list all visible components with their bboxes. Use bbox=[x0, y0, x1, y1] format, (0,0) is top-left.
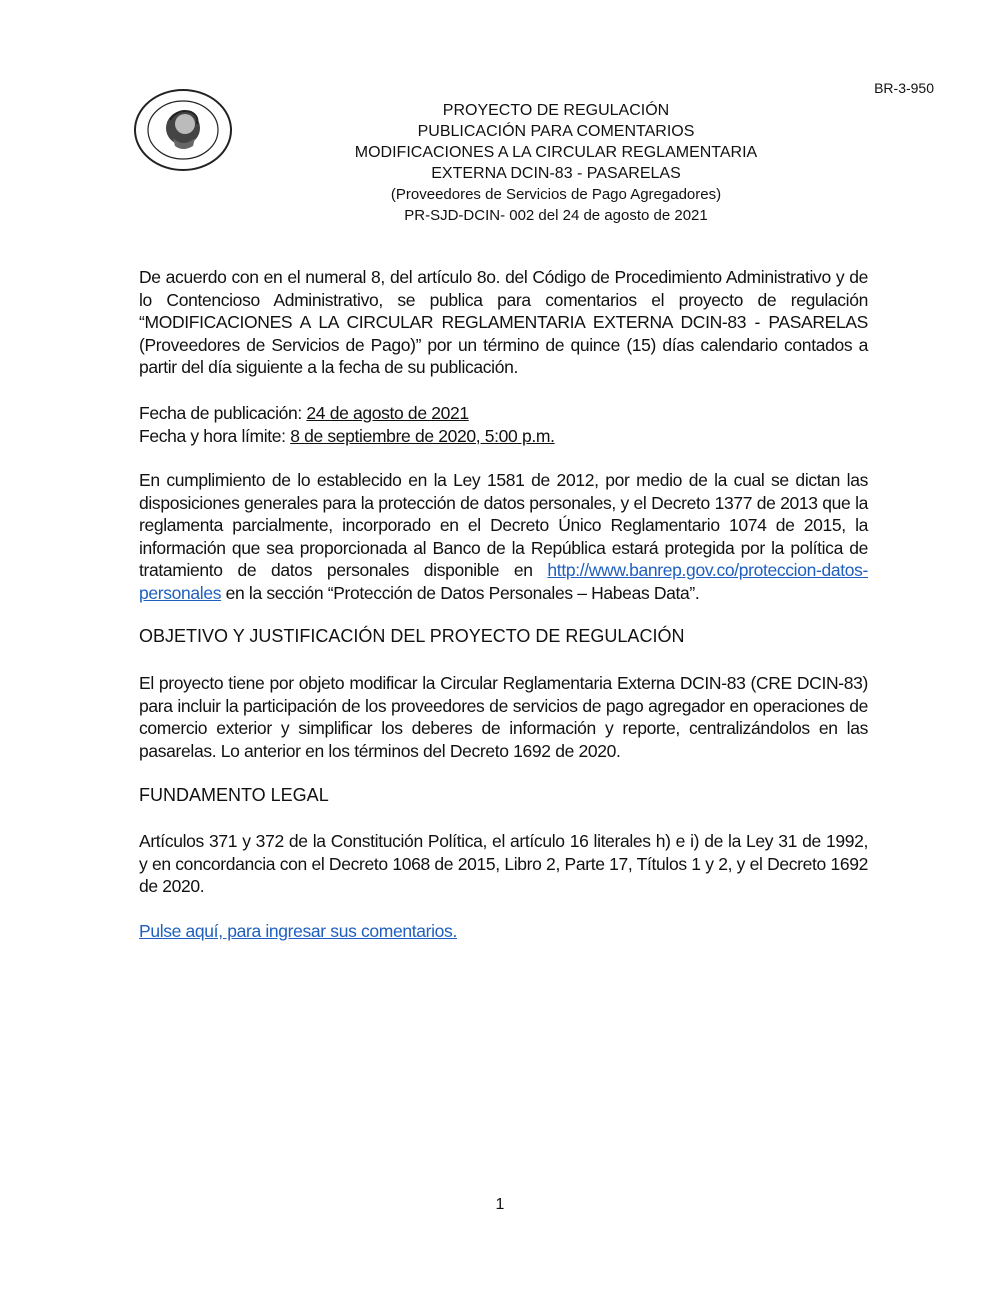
privacy-paragraph bbox=[139, 469, 868, 604]
header-title: PROYECTO DE REGULACIÓN bbox=[442, 102, 670, 119]
privacy-text-before: En cumplimiento de lo establecido en la Ley 1581 de 2012, por medio de la cual se dictan las disposiciones generales para la protección de datos personales, y el Decreto 1377 de 2013 que la reglamenta parcialmente, incorporado en el Decreto Único Reglamentario 1074 de 2015, la información que sea proporcionada al Banco de la República estará protegida por la política de tratamiento de datos personales disponible en bbox=[139, 470, 868, 580]
privacy-policy-link[interactable]: http://www.banrep.gov.co/proteccion-datos-personales bbox=[139, 560, 868, 603]
header-reference: PR-SJD-DCIN- 002 del 24 de agosto de 2021 bbox=[404, 207, 708, 224]
legal-basis-heading: FUNDAMENTO LEGAL bbox=[139, 785, 329, 805]
deadline-label: Fecha y hora límite: bbox=[139, 425, 291, 446]
intro-paragraph: De acuerdo con en el numeral 8, del artículo 8o. del Código de Procedimiento Administrativo y de lo Contencioso Administrativo, se publica para comentarios el proyecto de regulación “MODIFICACIONES A LA CIRCULAR REGLAMENTARIA EXTERNA DCIN-83 - PASARELAS (Proveedores de Servicios de Pago)” por un término de quince (15) días calendario contados a partir del día siguiente a la fecha de su publicación. bbox=[139, 267, 868, 377]
header-regulation-name-2: EXTERNA DCIN-83 - PASARELAS bbox=[431, 165, 681, 182]
header-description: (Proveedores de Servicios de Pago Agregadores) bbox=[390, 186, 722, 203]
header-regulation-name: MODIFICACIONES A LA CIRCULAR REGLAMENTARIA bbox=[354, 144, 758, 161]
publication-date-label: Fecha de publicación: bbox=[139, 403, 307, 423]
comments-link-block bbox=[139, 920, 868, 943]
privacy-text-after: en la sección “Protección de Datos Personales – Habeas Data”. bbox=[221, 582, 700, 603]
publication-date-value: 24 de agosto de 2021 bbox=[306, 403, 469, 423]
banco-republica-seal-logo bbox=[133, 88, 233, 172]
dates-block bbox=[139, 402, 868, 447]
objective-heading: OBJETIVO Y JUSTIFICACIÓN DEL PROYECTO DE REGULACIÓN bbox=[139, 626, 685, 646]
document-header bbox=[300, 100, 812, 226]
submit-comments-link[interactable]: Pulse aquí, para ingresar sus comentarios. bbox=[139, 921, 457, 941]
header-subtitle: PUBLICACIÓN PARA COMENTARIOS bbox=[417, 123, 695, 140]
document-code: BR-3-950 bbox=[874, 80, 934, 96]
legal-basis-paragraph: Artículos 371 y 372 de la Constitución Política, el artículo 16 literales h) e i) de la Ley 31 de 1992, y en concordancia con el Decreto 1068 de 2015, Libro 2, Parte 17, Títulos 1 y 2, y el Decreto 1692 de 2020. bbox=[139, 831, 868, 896]
page-number: 1 bbox=[495, 1196, 505, 1213]
deadline-value: 8 de septiembre de 2020, 5:00 p.m. bbox=[290, 425, 555, 446]
objective-paragraph: El proyecto tiene por objeto modificar la Circular Reglamentaria Externa DCIN-83 (CRE DCIN-83) para incluir la participación de los proveedores de servicios de pago agregador en operaciones de comercio exterior y simplificar los deberes de información y reporte, centralizándolos en las pasarelas. Lo anterior en los términos del Decreto 1692 de 2020. bbox=[139, 673, 868, 761]
